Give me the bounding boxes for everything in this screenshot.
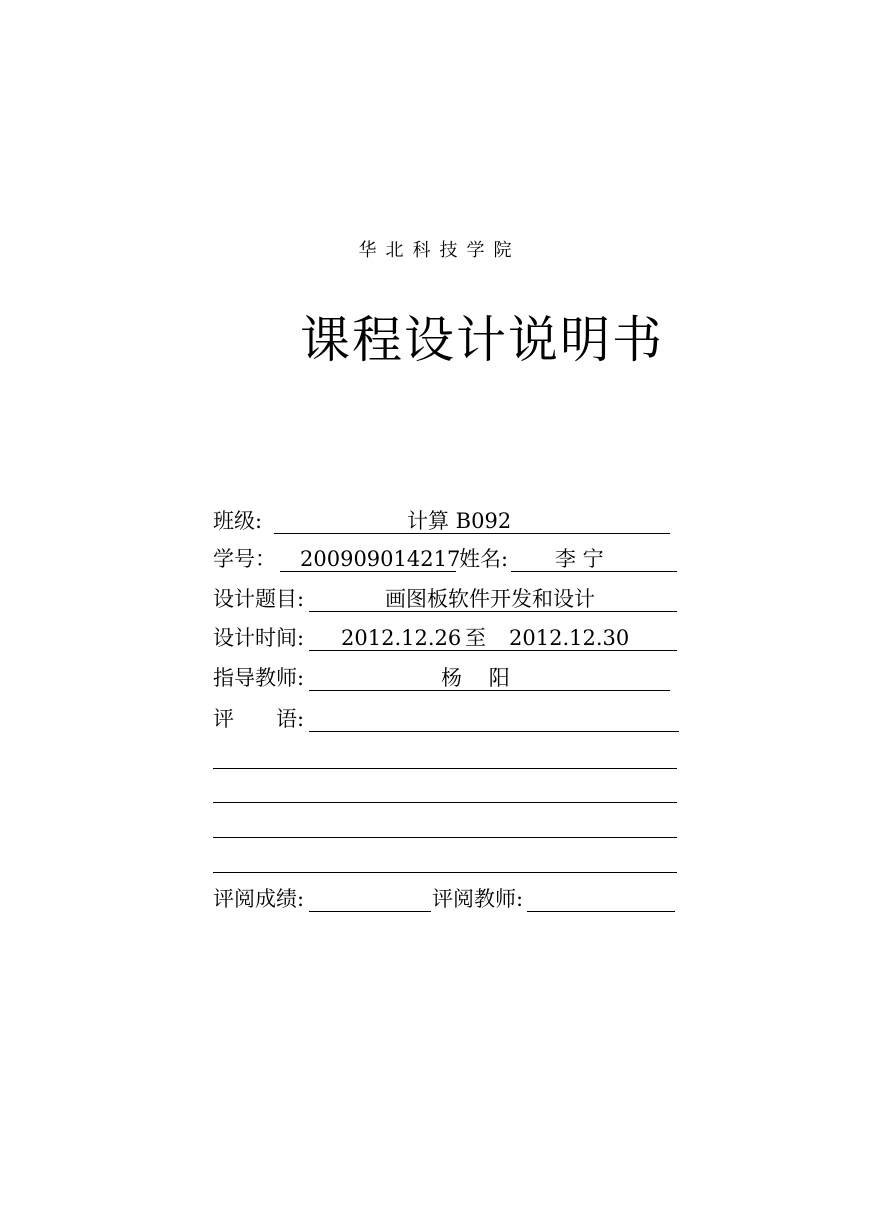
student-id-value: 200909014217 xyxy=(300,547,461,571)
student-id-label: 学号： xyxy=(213,547,276,571)
grade-row xyxy=(213,883,683,915)
class-value: 计算 B092 xyxy=(407,509,512,533)
name-field xyxy=(511,543,677,572)
class-label: 班级: xyxy=(213,509,263,533)
advisor-row xyxy=(213,662,683,694)
grade-field xyxy=(309,883,431,912)
time-separator: 至 xyxy=(465,626,486,650)
comment-blank-line xyxy=(213,802,677,803)
comment-label-2: 语: xyxy=(276,707,305,731)
comment-blank-line xyxy=(213,872,677,873)
advisor-value: 杨 阳 xyxy=(441,666,510,690)
reviewer-field xyxy=(527,883,675,912)
topic-row xyxy=(213,583,683,615)
student-row xyxy=(213,543,683,575)
topic-label: 设计题目: xyxy=(213,587,305,611)
student-id-field xyxy=(280,543,461,572)
time-label: 设计时间: xyxy=(213,626,305,650)
comment-blank-line xyxy=(213,837,677,838)
advisor-label: 指导教师: xyxy=(213,666,305,690)
class-field xyxy=(274,505,670,534)
class-row xyxy=(213,505,683,537)
advisor-field xyxy=(309,662,670,691)
topic-field xyxy=(309,583,677,612)
time-field xyxy=(309,622,677,651)
time-end: 2012.12.30 xyxy=(509,626,630,650)
comment-field xyxy=(309,703,679,732)
name-value: 李 宁 xyxy=(555,547,604,571)
comment-label-1: 评 xyxy=(213,707,234,731)
university-name: 华北科技学院 xyxy=(358,240,521,261)
grade-label: 评阅成绩: xyxy=(213,887,305,911)
comment-row xyxy=(213,703,683,735)
name-label: 姓名: xyxy=(459,547,509,571)
comment-blank-line xyxy=(213,768,677,769)
time-row xyxy=(213,622,683,654)
reviewer-label: 评阅教师: xyxy=(432,887,524,911)
document-title: 课程设计说明书 xyxy=(300,311,664,369)
topic-value: 画图板软件开发和设计 xyxy=(385,587,595,611)
time-start: 2012.12.26 xyxy=(341,626,462,650)
